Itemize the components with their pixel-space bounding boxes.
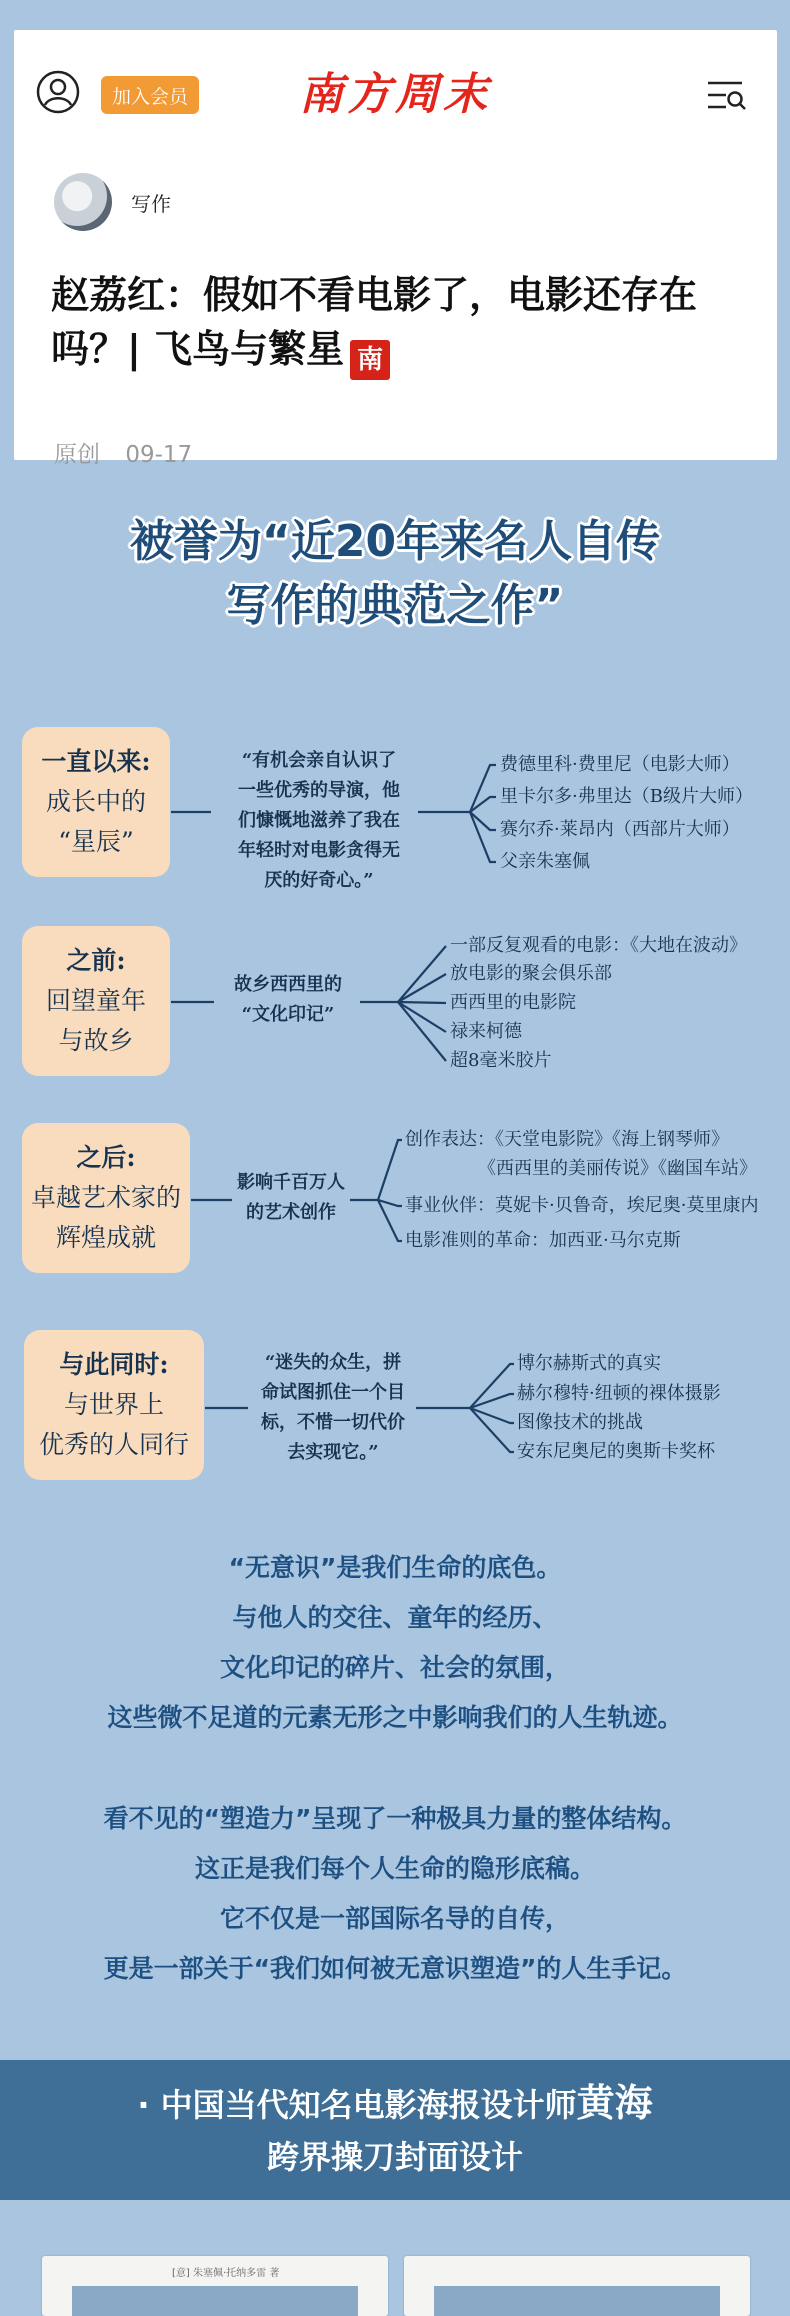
quote-line: “文化印记” [241, 1004, 335, 1025]
node-2-quote [218, 970, 358, 1030]
leaf-item: 父亲朱塞佩 [500, 851, 590, 872]
leaf-item: 电影准则的革命：加西亚·马尔克斯 [405, 1230, 681, 1251]
headline-line-2: 写作的典范之作” [226, 580, 564, 631]
leaf-item: 图像技术的挑战 [517, 1412, 643, 1433]
paragraph-1 [0, 1543, 790, 1743]
leaf-item: 创作表达：《天堂电影院》《海上钢琴师》 [405, 1129, 729, 1150]
banner-prefix: · 中国当代知名电影海报设计师 [137, 2086, 577, 2124]
node-4-line-2: 优秀的人同行 [38, 1430, 189, 1459]
leaf-item: 《西西里的美丽传说》《幽国车站》 [478, 1158, 757, 1179]
paragraph-line: “无意识”是我们生命的底色。 [228, 1553, 562, 1582]
node-4-line-1: 与世界上 [63, 1390, 164, 1419]
quote-line: 年轻时对电影贪得无 [238, 840, 400, 861]
original-tag: 原创 [54, 442, 100, 468]
designer-name: 黄海 [576, 2081, 653, 2125]
publish-date: 09-17 [125, 442, 193, 468]
leaf-item: 博尔赫斯式的真实 [517, 1353, 661, 1374]
paragraph-line: 看不见的“塑造力”呈现了一种极具力量的整体结构。 [103, 1804, 687, 1833]
paragraph-line: 这正是我们每个人生命的隐形底稿。 [194, 1854, 595, 1883]
mindmap-node-2 [22, 926, 170, 1076]
leaf-item: 禄来柯德 [450, 1021, 522, 1042]
author-name[interactable]: 写作 [131, 192, 171, 216]
node-4-quote [252, 1348, 414, 1468]
node-2-head: 之前: [66, 946, 126, 975]
join-member-button[interactable]: 加入会员 [101, 76, 199, 114]
quote-line: “有机会亲自认识了 [241, 750, 397, 771]
node-4-head: 与此同时: [59, 1350, 169, 1379]
quote-line: 厌的好奇心。” [264, 870, 374, 891]
thumb-cover-art [72, 2286, 358, 2316]
site-logo[interactable]: 南方周末 [299, 69, 491, 120]
paragraph-line: 这些微不足道的元素无形之中影响我们的人生轨迹。 [107, 1703, 683, 1732]
quote-line: 命试图抓住一个目 [261, 1382, 405, 1403]
leaf-item: 一部反复观看的电影：《大地在波动》 [450, 935, 747, 956]
mindmap-node-1 [22, 727, 170, 877]
leaf-item: 放电影的聚会俱乐部 [450, 963, 612, 984]
designer-banner [0, 2060, 790, 2200]
leaf-item: 安东尼奥尼的奥斯卡奖杯 [517, 1441, 715, 1462]
quote-line: 标，不惜一切代价 [261, 1412, 405, 1433]
mindmap-node-3 [22, 1123, 190, 1273]
paragraph-2 [0, 1794, 790, 1994]
paragraph-line: 与他人的交往、童年的经历、 [232, 1603, 558, 1632]
node-2-line-1: 回望童年 [45, 986, 146, 1015]
node-1-quote [224, 746, 414, 896]
node-3-line-2: 辉煌成就 [55, 1223, 156, 1252]
leaf-item: 超8毫米胶片 [450, 1050, 552, 1071]
quote-line: 们慷慨地滋养了我在 [238, 810, 400, 831]
leaf-item: 赫尔穆特·纽顿的裸体摄影 [517, 1383, 721, 1404]
quote-line: 一些优秀的导演，他 [238, 780, 400, 801]
node-3-quote [234, 1168, 348, 1228]
thumb-caption: [意] 朱塞佩·托纳多雷 著 [172, 2268, 280, 2279]
paragraph-line: 文化印记的碎片、社会的氛围， [219, 1653, 570, 1682]
paragraph-line: 它不仅是一部国际名导的自传， [219, 1904, 570, 1933]
quote-line: “迷失的众生，拼 [264, 1352, 402, 1373]
leaf-item: 赛尔乔·莱昂内（西部片大师） [500, 819, 740, 840]
thumb-cover-art [434, 2286, 720, 2316]
leaf-item: 里卡尔多·弗里达（B级片大师） [500, 786, 753, 807]
book-cover-thumb[interactable] [42, 2256, 388, 2316]
quote-line: 影响千百万人 [237, 1172, 345, 1193]
book-cover-thumb[interactable] [404, 2256, 750, 2316]
node-3-line-1: 卓越艺术家的 [30, 1183, 181, 1212]
article-title-text: 赵荔红：假如不看电影了，电影还存在吗？| 飞鸟与繁星 [51, 273, 698, 371]
node-2-line-2: 与故乡 [58, 1026, 134, 1055]
node-1-line-2: “星辰” [58, 827, 134, 856]
node-1-line-1: 成长中的 [45, 787, 146, 816]
headline-line-1: 被誉为“近20年来名人自传 [129, 516, 661, 567]
quote-line: 故乡西西里的 [234, 974, 342, 995]
node-1-head: 一直以来: [41, 747, 151, 776]
quote-line: 的艺术创作 [246, 1202, 336, 1223]
leaf-item: 事业伙伴：莫妮卡·贝鲁奇，埃尼奥·莫里康内 [405, 1195, 759, 1216]
leaf-item: 西西里的电影院 [450, 992, 576, 1013]
paragraph-line: 更是一部关于“我们如何被无意识塑造”的人生手记。 [103, 1954, 687, 1983]
mindmap-node-4 [24, 1330, 204, 1480]
nanfang-badge-icon: 南 [350, 340, 390, 380]
leaf-item: 费德里科·费里尼（电影大师） [500, 754, 740, 775]
banner-line-2: 跨界操刀封面设计 [266, 2138, 523, 2176]
quote-line: 去实现它。” [287, 1442, 379, 1463]
banner-line-1 [0, 2077, 790, 2131]
node-3-head: 之后: [76, 1143, 136, 1172]
